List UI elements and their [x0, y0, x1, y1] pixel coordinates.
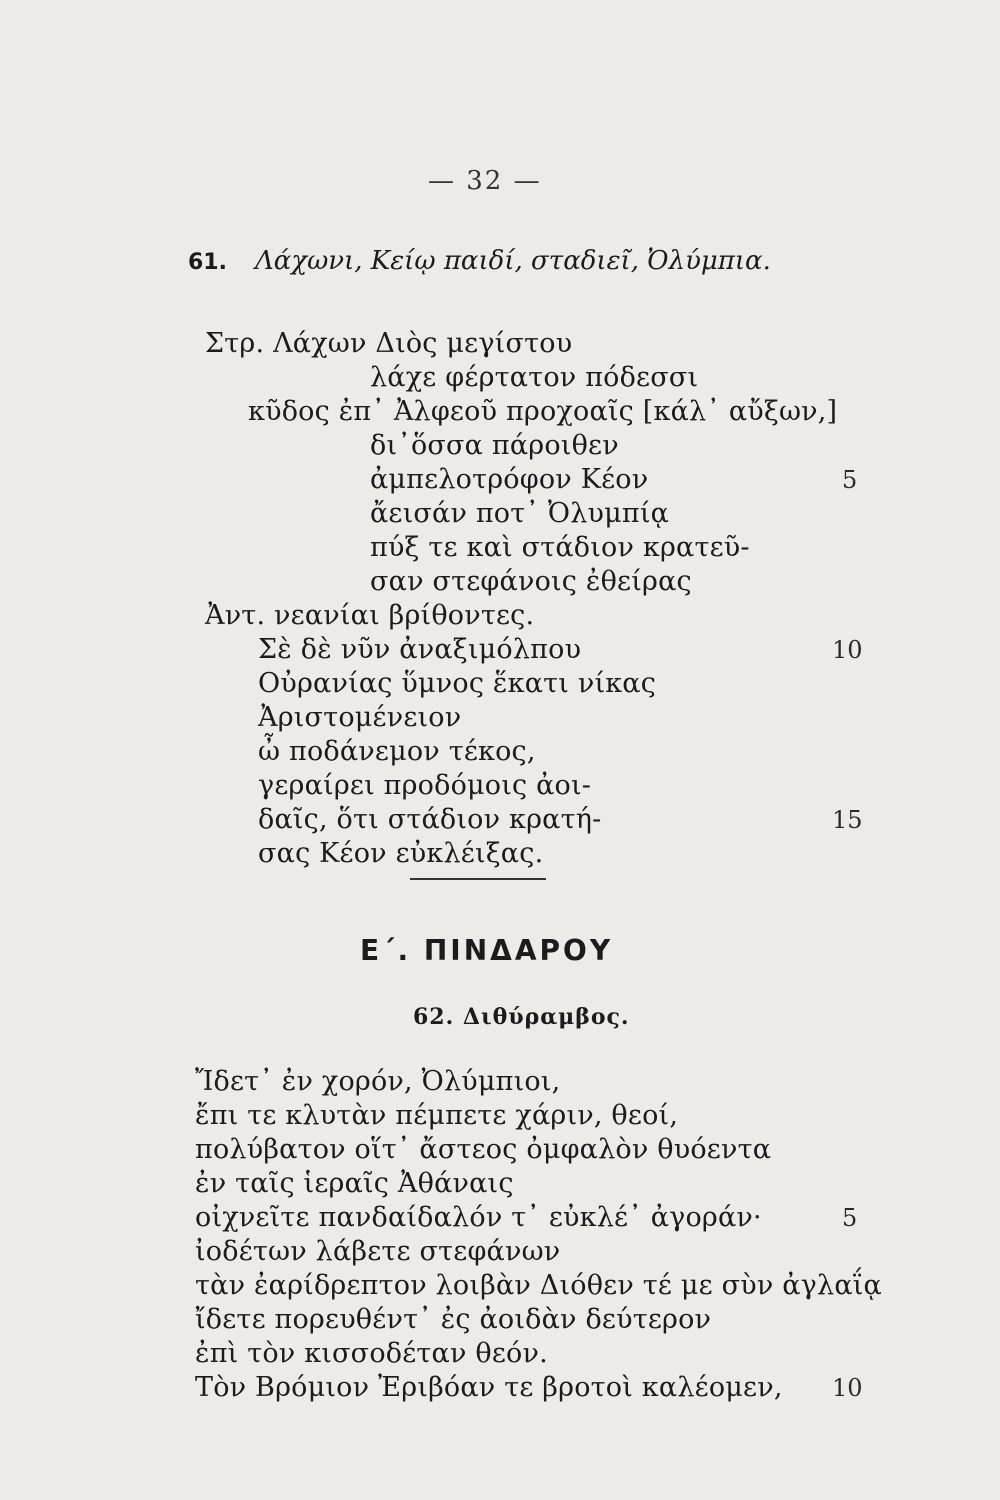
poem-62-line: Ἴδετ᾽ ἐν χορόν, Ὀλύμπιοι,	[195, 1066, 561, 1097]
poem-62-line: πολύβατον οἵτ᾽ ἄστεος ὀμφαλὸν θυόεντα	[195, 1134, 772, 1165]
poem-61-line: Στρ. Λάχων Διὸς μεγίστου	[205, 328, 573, 359]
poem-61-line: Ἀριστομένειον	[258, 702, 462, 733]
poem-61-line: ἄεισάν ποτ᾽ Ὀλυμπίᾳ	[370, 498, 670, 529]
poem-62-line: οἰχνεῖτε πανδαίδαλόν τ᾽ εὐκλέ᾽ ἀγοράν·	[195, 1202, 762, 1233]
poem-62-title: 62. Διθύραμβος.	[413, 1004, 630, 1030]
page-number: — 32 —	[428, 166, 542, 196]
poem-61-line: ἀμπελοτρόφον Κέον	[370, 464, 649, 495]
poem-61-line: Οὐρανίας ὕμνος ἕκατι νίκας	[258, 668, 657, 699]
poem-61-title: Λάχωνι, Κείῳ παιδί, σταδιεῖ, Ὀλύμπια.	[254, 246, 771, 276]
poem-61-number: 61.	[188, 250, 227, 275]
poem-61-line-number: 5	[842, 466, 858, 494]
poem-61-line-number: 10	[832, 636, 863, 664]
poem-62-line: ἔπι τε κλυτὰν πέμπετε χάριν, θεοί,	[195, 1100, 679, 1131]
section-heading: Ε΄. ΠΙΝΔΑΡΟΥ	[360, 934, 614, 967]
poem-62-line: ἐπὶ τὸν κισσοδέταν θεόν.	[195, 1338, 548, 1369]
poem-62-line: ἰοδέτων λάβετε στεφάνων	[195, 1236, 561, 1267]
poem-61-line: δαῖς, ὅτι στάδιον κρατή-	[258, 804, 602, 835]
poem-62-line: Τὸν Βρόμιον Ἐριβόαν τε βροτοὶ καλέομεν,	[195, 1372, 783, 1403]
poem-62-line-number: 5	[842, 1204, 858, 1232]
section-divider	[410, 878, 546, 880]
poem-61-line: ὦ ποδάνεμον τέκος,	[258, 736, 536, 767]
poem-61-line: λάχε φέρτατον πόδεσσι	[370, 362, 699, 393]
poem-62-line: τὰν ἐαρίδρεπτον λοιβὰν Διόθεν τέ με σὺν ἀγλαΐᾳ	[195, 1270, 882, 1301]
poem-61-line: κῦδος ἐπ᾽ Ἀλφεοῦ προχοαῖς [κάλ᾽ αὔξων,]	[248, 396, 838, 427]
poem-61-line: πύξ τε καὶ στάδιον κρατεῦ-	[370, 532, 750, 563]
poem-62-line: ἐν ταῖς ἱεραῖς Ἀθάναις	[195, 1168, 514, 1199]
poem-61-line: Ἀντ. νεανίαι βρίθοντες.	[205, 600, 535, 631]
poem-61-line-number: 15	[832, 806, 863, 834]
poem-61-heading	[188, 246, 771, 276]
poem-61-line: σαν στεφάνοις ἐθείρας	[370, 566, 692, 597]
poem-62-line: ἴδετε πορευθέντ᾽ ἐς ἀοιδὰν δεύτερον	[195, 1304, 712, 1335]
poem-61-line: γεραίρει προδόμοις ἀοι-	[258, 770, 592, 801]
poem-61-line: δι᾽ὅσσα πάροιθεν	[370, 430, 619, 461]
poem-62-line-number: 10	[832, 1374, 863, 1402]
poem-61-line: σας Κέον εὐκλέιξας.	[258, 838, 544, 869]
poem-61-line: Σὲ δὲ νῦν ἀναξιμόλπου	[258, 634, 582, 665]
